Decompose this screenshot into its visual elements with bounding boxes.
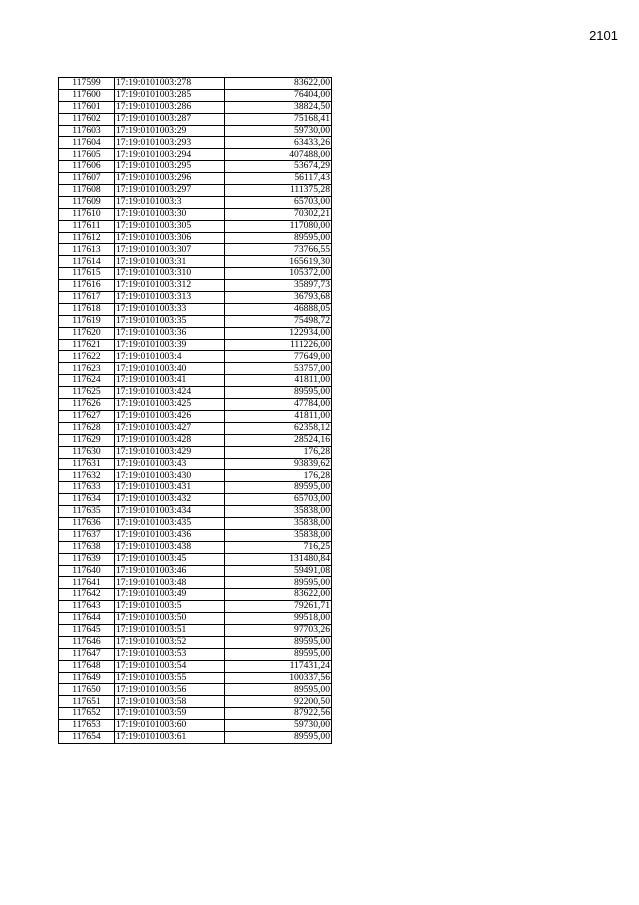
- table-row: [59, 720, 332, 732]
- table-row: [59, 553, 332, 565]
- cadastral-number-cell: 17:19:0101003:285: [115, 89, 225, 101]
- row-number-cell: 117637: [59, 529, 115, 541]
- row-number-cell: 117639: [59, 553, 115, 565]
- table-row: [59, 648, 332, 660]
- table-row: [59, 113, 332, 125]
- table-row: [59, 708, 332, 720]
- cadastral-value-cell: 59491,08: [225, 565, 332, 577]
- row-number-cell: 117600: [59, 89, 115, 101]
- cadastral-number-cell: 17:19:0101003:431: [115, 482, 225, 494]
- cadastral-number-cell: 17:19:0101003:50: [115, 613, 225, 625]
- row-number-cell: 117619: [59, 315, 115, 327]
- table-row: [59, 149, 332, 161]
- table-row: [59, 636, 332, 648]
- table-row: [59, 672, 332, 684]
- cadastral-value-cell: 117080,00: [225, 220, 332, 232]
- row-number-cell: 117652: [59, 708, 115, 720]
- table-row: [59, 589, 332, 601]
- cadastral-value-cell: 47784,00: [225, 399, 332, 411]
- cadastral-value-cell: 89595,00: [225, 577, 332, 589]
- row-number-cell: 117604: [59, 137, 115, 149]
- cadastral-value-cell: 89595,00: [225, 387, 332, 399]
- cadastral-number-cell: 17:19:0101003:297: [115, 185, 225, 197]
- cadastral-number-cell: 17:19:0101003:33: [115, 303, 225, 315]
- table-row: [59, 684, 332, 696]
- table-row: [59, 577, 332, 589]
- cadastral-value-cell: 105372,00: [225, 268, 332, 280]
- table-row: [59, 292, 332, 304]
- cadastral-value-cell: 73766,55: [225, 244, 332, 256]
- table-row: [59, 422, 332, 434]
- row-number-cell: 117647: [59, 648, 115, 660]
- row-number-cell: 117642: [59, 589, 115, 601]
- cadastral-number-cell: 17:19:0101003:31: [115, 256, 225, 268]
- table-row: [59, 565, 332, 577]
- cadastral-number-cell: 17:19:0101003:307: [115, 244, 225, 256]
- row-number-cell: 117608: [59, 185, 115, 197]
- cadastral-number-cell: 17:19:0101003:41: [115, 375, 225, 387]
- cadastral-number-cell: 17:19:0101003:46: [115, 565, 225, 577]
- cadastral-number-cell: 17:19:0101003:39: [115, 339, 225, 351]
- cadastral-number-cell: 17:19:0101003:306: [115, 232, 225, 244]
- row-number-cell: 117634: [59, 494, 115, 506]
- table-row: [59, 256, 332, 268]
- table-row: [59, 541, 332, 553]
- cadastral-value-table: [58, 77, 332, 744]
- cadastral-value-cell: 65703,00: [225, 196, 332, 208]
- cadastral-number-cell: 17:19:0101003:45: [115, 553, 225, 565]
- cadastral-number-cell: 17:19:0101003:29: [115, 125, 225, 137]
- cadastral-number-cell: 17:19:0101003:435: [115, 517, 225, 529]
- page-number: 2101: [589, 28, 618, 43]
- row-number-cell: 117601: [59, 101, 115, 113]
- table-row: [59, 375, 332, 387]
- row-number-cell: 117610: [59, 208, 115, 220]
- row-number-cell: 117607: [59, 173, 115, 185]
- cadastral-value-cell: 407488,00: [225, 149, 332, 161]
- row-number-cell: 117638: [59, 541, 115, 553]
- cadastral-value-cell: 28524,16: [225, 434, 332, 446]
- table-row: [59, 232, 332, 244]
- cadastral-value-cell: 89595,00: [225, 684, 332, 696]
- cadastral-number-cell: 17:19:0101003:294: [115, 149, 225, 161]
- cadastral-value-cell: 63433,26: [225, 137, 332, 149]
- row-number-cell: 117628: [59, 422, 115, 434]
- row-number-cell: 117643: [59, 601, 115, 613]
- cadastral-value-cell: 100337,56: [225, 672, 332, 684]
- table-row: [59, 399, 332, 411]
- table-row: [59, 506, 332, 518]
- row-number-cell: 117613: [59, 244, 115, 256]
- row-number-cell: 117599: [59, 78, 115, 90]
- row-number-cell: 117625: [59, 387, 115, 399]
- cadastral-number-cell: 17:19:0101003:43: [115, 458, 225, 470]
- table-row: [59, 613, 332, 625]
- table-row: [59, 410, 332, 422]
- row-number-cell: 117646: [59, 636, 115, 648]
- cadastral-value-cell: 89595,00: [225, 648, 332, 660]
- table-row: [59, 268, 332, 280]
- row-number-cell: 117611: [59, 220, 115, 232]
- cadastral-value-cell: 92200,50: [225, 696, 332, 708]
- cadastral-value-cell: 89595,00: [225, 232, 332, 244]
- cadastral-value-cell: 35838,00: [225, 517, 332, 529]
- row-number-cell: 117640: [59, 565, 115, 577]
- cadastral-number-cell: 17:19:0101003:286: [115, 101, 225, 113]
- cadastral-number-cell: 17:19:0101003:58: [115, 696, 225, 708]
- cadastral-number-cell: 17:19:0101003:61: [115, 731, 225, 743]
- row-number-cell: 117617: [59, 292, 115, 304]
- row-number-cell: 117605: [59, 149, 115, 161]
- row-number-cell: 117614: [59, 256, 115, 268]
- cadastral-value-cell: 131480,84: [225, 553, 332, 565]
- cadastral-value-cell: 89595,00: [225, 731, 332, 743]
- row-number-cell: 117649: [59, 672, 115, 684]
- cadastral-value-cell: 38824,50: [225, 101, 332, 113]
- row-number-cell: 117632: [59, 470, 115, 482]
- table-row: [59, 363, 332, 375]
- cadastral-value-cell: 35897,73: [225, 280, 332, 292]
- table-row: [59, 315, 332, 327]
- cadastral-number-cell: 17:19:0101003:295: [115, 161, 225, 173]
- cadastral-number-cell: 17:19:0101003:60: [115, 720, 225, 732]
- cadastral-number-cell: 17:19:0101003:438: [115, 541, 225, 553]
- cadastral-value-cell: 46888,05: [225, 303, 332, 315]
- table-row: [59, 494, 332, 506]
- cadastral-value-cell: 35838,00: [225, 529, 332, 541]
- row-number-cell: 117629: [59, 434, 115, 446]
- row-number-cell: 117602: [59, 113, 115, 125]
- cadastral-number-cell: 17:19:0101003:293: [115, 137, 225, 149]
- cadastral-value-cell: 87922,56: [225, 708, 332, 720]
- cadastral-value-cell: 53757,00: [225, 363, 332, 375]
- cadastral-number-cell: 17:19:0101003:430: [115, 470, 225, 482]
- cadastral-value-cell: 93839,62: [225, 458, 332, 470]
- row-number-cell: 117653: [59, 720, 115, 732]
- table-body: [59, 78, 332, 744]
- cadastral-number-cell: 17:19:0101003:59: [115, 708, 225, 720]
- cadastral-number-cell: 17:19:0101003:55: [115, 672, 225, 684]
- cadastral-number-cell: 17:19:0101003:427: [115, 422, 225, 434]
- table-row: [59, 208, 332, 220]
- table-row: [59, 220, 332, 232]
- table-row: [59, 482, 332, 494]
- row-number-cell: 117641: [59, 577, 115, 589]
- row-number-cell: 117620: [59, 327, 115, 339]
- table-row: [59, 244, 332, 256]
- cadastral-value-cell: 89595,00: [225, 636, 332, 648]
- table-row: [59, 185, 332, 197]
- cadastral-number-cell: 17:19:0101003:429: [115, 446, 225, 458]
- cadastral-value-cell: 75498,72: [225, 315, 332, 327]
- table-row: [59, 101, 332, 113]
- cadastral-number-cell: 17:19:0101003:52: [115, 636, 225, 648]
- cadastral-value-cell: 122934,00: [225, 327, 332, 339]
- row-number-cell: 117627: [59, 410, 115, 422]
- cadastral-value-cell: 56117,43: [225, 173, 332, 185]
- row-number-cell: 117616: [59, 280, 115, 292]
- cadastral-number-cell: 17:19:0101003:424: [115, 387, 225, 399]
- cadastral-value-cell: 41811,00: [225, 375, 332, 387]
- table-row: [59, 434, 332, 446]
- cadastral-value-cell: 62358,12: [225, 422, 332, 434]
- row-number-cell: 117612: [59, 232, 115, 244]
- row-number-cell: 117631: [59, 458, 115, 470]
- cadastral-value-cell: 41811,00: [225, 410, 332, 422]
- cadastral-number-cell: 17:19:0101003:278: [115, 78, 225, 90]
- cadastral-number-cell: 17:19:0101003:49: [115, 589, 225, 601]
- cadastral-number-cell: 17:19:0101003:287: [115, 113, 225, 125]
- cadastral-value-cell: 76404,00: [225, 89, 332, 101]
- cadastral-value-cell: 65703,00: [225, 494, 332, 506]
- table-row: [59, 78, 332, 90]
- cadastral-value-cell: 83622,00: [225, 589, 332, 601]
- table-row: [59, 624, 332, 636]
- cadastral-number-cell: 17:19:0101003:35: [115, 315, 225, 327]
- cadastral-value-cell: 79261,71: [225, 601, 332, 613]
- table-row: [59, 351, 332, 363]
- cadastral-number-cell: 17:19:0101003:30: [115, 208, 225, 220]
- cadastral-value-cell: 111375,28: [225, 185, 332, 197]
- cadastral-value-cell: 53674,29: [225, 161, 332, 173]
- row-number-cell: 117609: [59, 196, 115, 208]
- table-row: [59, 696, 332, 708]
- table-row: [59, 458, 332, 470]
- cadastral-value-cell: 70302,21: [225, 208, 332, 220]
- row-number-cell: 117645: [59, 624, 115, 636]
- table-row: [59, 173, 332, 185]
- table-row: [59, 529, 332, 541]
- row-number-cell: 117636: [59, 517, 115, 529]
- table-row: [59, 89, 332, 101]
- table-row: [59, 196, 332, 208]
- table-row: [59, 731, 332, 743]
- row-number-cell: 117624: [59, 375, 115, 387]
- cadastral-value-cell: 89595,00: [225, 482, 332, 494]
- cadastral-value-cell: 111226,00: [225, 339, 332, 351]
- row-number-cell: 117606: [59, 161, 115, 173]
- cadastral-value-cell: 59730,00: [225, 125, 332, 137]
- cadastral-number-cell: 17:19:0101003:3: [115, 196, 225, 208]
- table-row: [59, 303, 332, 315]
- cadastral-value-cell: 99518,00: [225, 613, 332, 625]
- table-row: [59, 601, 332, 613]
- cadastral-value-cell: 117431,24: [225, 660, 332, 672]
- row-number-cell: 117626: [59, 399, 115, 411]
- table-row: [59, 387, 332, 399]
- table-row: [59, 660, 332, 672]
- cadastral-number-cell: 17:19:0101003:305: [115, 220, 225, 232]
- cadastral-number-cell: 17:19:0101003:51: [115, 624, 225, 636]
- table-row: [59, 339, 332, 351]
- cadastral-value-cell: 59730,00: [225, 720, 332, 732]
- cadastral-number-cell: 17:19:0101003:296: [115, 173, 225, 185]
- cadastral-number-cell: 17:19:0101003:310: [115, 268, 225, 280]
- cadastral-number-cell: 17:19:0101003:426: [115, 410, 225, 422]
- cadastral-value-cell: 83622,00: [225, 78, 332, 90]
- row-number-cell: 117644: [59, 613, 115, 625]
- table-row: [59, 125, 332, 137]
- cadastral-number-cell: 17:19:0101003:40: [115, 363, 225, 375]
- table-row: [59, 137, 332, 149]
- row-number-cell: 117622: [59, 351, 115, 363]
- table-row: [59, 327, 332, 339]
- cadastral-number-cell: 17:19:0101003:432: [115, 494, 225, 506]
- cadastral-number-cell: 17:19:0101003:48: [115, 577, 225, 589]
- table-row: [59, 517, 332, 529]
- cadastral-value-cell: 35838,00: [225, 506, 332, 518]
- row-number-cell: 117651: [59, 696, 115, 708]
- row-number-cell: 117623: [59, 363, 115, 375]
- row-number-cell: 117621: [59, 339, 115, 351]
- row-number-cell: 117654: [59, 731, 115, 743]
- table-row: [59, 161, 332, 173]
- cadastral-number-cell: 17:19:0101003:425: [115, 399, 225, 411]
- cadastral-number-cell: 17:19:0101003:36: [115, 327, 225, 339]
- cadastral-value-cell: 176,28: [225, 446, 332, 458]
- cadastral-number-cell: 17:19:0101003:434: [115, 506, 225, 518]
- cadastral-number-cell: 17:19:0101003:53: [115, 648, 225, 660]
- cadastral-value-cell: 165619,30: [225, 256, 332, 268]
- cadastral-value-cell: 176,28: [225, 470, 332, 482]
- cadastral-number-cell: 17:19:0101003:54: [115, 660, 225, 672]
- row-number-cell: 117630: [59, 446, 115, 458]
- row-number-cell: 117650: [59, 684, 115, 696]
- table-row: [59, 280, 332, 292]
- cadastral-value-cell: 36793,68: [225, 292, 332, 304]
- row-number-cell: 117603: [59, 125, 115, 137]
- table-row: [59, 446, 332, 458]
- cadastral-number-cell: 17:19:0101003:313: [115, 292, 225, 304]
- cadastral-number-cell: 17:19:0101003:56: [115, 684, 225, 696]
- cadastral-number-cell: 17:19:0101003:312: [115, 280, 225, 292]
- cadastral-number-cell: 17:19:0101003:428: [115, 434, 225, 446]
- table-row: [59, 470, 332, 482]
- cadastral-value-cell: 77649,00: [225, 351, 332, 363]
- row-number-cell: 117615: [59, 268, 115, 280]
- cadastral-number-cell: 17:19:0101003:4: [115, 351, 225, 363]
- row-number-cell: 117618: [59, 303, 115, 315]
- cadastral-value-cell: 716,25: [225, 541, 332, 553]
- row-number-cell: 117648: [59, 660, 115, 672]
- cadastral-value-cell: 97703,26: [225, 624, 332, 636]
- cadastral-number-cell: 17:19:0101003:436: [115, 529, 225, 541]
- row-number-cell: 117635: [59, 506, 115, 518]
- row-number-cell: 117633: [59, 482, 115, 494]
- cadastral-value-cell: 75168,41: [225, 113, 332, 125]
- cadastral-number-cell: 17:19:0101003:5: [115, 601, 225, 613]
